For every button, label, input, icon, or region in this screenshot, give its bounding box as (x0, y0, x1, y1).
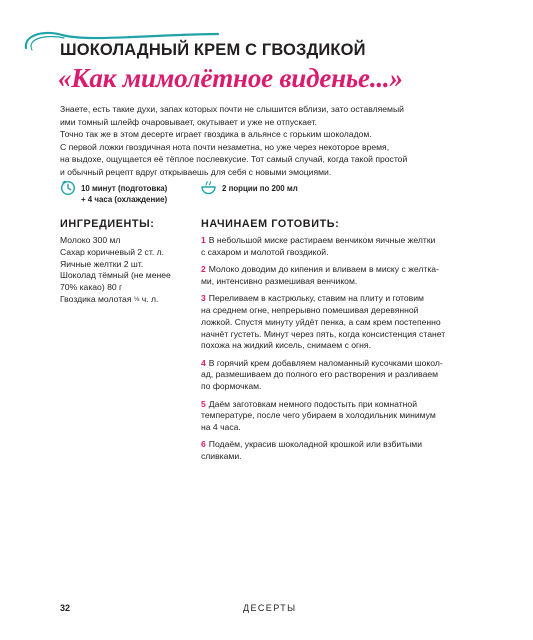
step-text: ад, размешиваем до полного его растворения и разливаем (201, 369, 439, 380)
step-line (201, 305, 476, 317)
chill-time: + 4 часа (охлаждение) (81, 194, 168, 204)
method-heading: НАЧИНАЕМ ГОТОВИТЬ: (201, 218, 340, 230)
intro-paragraph (60, 103, 480, 179)
ingredients-list (60, 235, 185, 306)
step-number: 5 (201, 398, 206, 409)
step-text: начнёт густеть. Минут через пять, когда консистенция станет (201, 328, 446, 339)
step-line (201, 276, 476, 288)
recipe-title: «Как мимолётное виденье...» (58, 63, 403, 93)
intro-line: Точно так же в этом десерте играет гвоздика в альянсе с горьким шоколадом. (60, 129, 372, 140)
method-step (201, 293, 476, 352)
step-text: Подаём, украсив шоколадной крошкой или взбитыми (208, 439, 423, 450)
intro-line: на выдохе, ощущается её тёплое послевкусие. Тот самый случай, когда такой простой (60, 154, 408, 165)
step-line (201, 381, 476, 393)
method-step (201, 264, 476, 288)
ingredient-item: Молоко 300 мл (60, 235, 121, 245)
bowl-icon (200, 180, 217, 196)
step-line (201, 399, 476, 411)
recipe-meta (60, 180, 480, 210)
step-text: Молоко доводим до кипения и вливаем в миску с желтка- (208, 264, 439, 275)
intro-line: и обычный рецепт вдруг открываешь для себя с новыми эмоциями. (60, 166, 332, 177)
step-line (201, 329, 476, 341)
intro-line: Знаете, есть такие духи, запах которых почти не слышится вблизи, зато оставляемый (60, 104, 404, 114)
intro-line: С первой ложки гвоздичная нота почти незаметна, но уже через некоторое время, (60, 141, 390, 152)
step-line (201, 293, 476, 305)
ingredient-item: Сахар коричневый 2 ст. л. (60, 246, 165, 257)
ingredient-item: Шоколад тёмный (не менее (60, 270, 171, 281)
step-text: на 4 часа. (201, 422, 241, 433)
step-line (201, 247, 476, 259)
step-text: сливками. (201, 451, 242, 462)
section-name: ДЕСЕРТЫ (243, 603, 297, 613)
step-text: ложкой. Спустя минуту уйдёт пенка, а сам крем постепенно (201, 316, 441, 327)
step-line (201, 235, 476, 247)
step-text: ми, интенсивно размешивая венчиком. (201, 275, 358, 286)
step-text: на среднем огне, непрерывно помешивая деревянной (201, 304, 419, 315)
step-number: 6 (201, 439, 206, 450)
step-text: с сахаром и молотой гвоздикой. (201, 246, 329, 257)
step-line (201, 451, 476, 463)
step-text: В небольшой миске растираем венчиком яичные желтки (208, 235, 436, 245)
method-step (201, 399, 476, 434)
method-steps (201, 235, 476, 469)
method-step (201, 439, 476, 463)
ingredient-item: 70% какао) 80 г (60, 282, 123, 293)
clock-icon (60, 180, 76, 196)
ingredient-item: Яичные желтки 2 шт. (60, 258, 144, 269)
method-step (201, 358, 476, 393)
step-line (201, 317, 476, 329)
step-text: Даём заготовкам немного подостыть при комнатной (208, 398, 418, 409)
recipe-category-title: ШОКОЛАДНЫЙ КРЕМ С ГВОЗДИКОЙ (60, 41, 366, 59)
ingredient-item: Гвоздика молотая ⅛ ч. л. (60, 293, 159, 304)
servings: 2 порции по 200 мл (222, 184, 298, 193)
step-number: 1 (201, 235, 206, 245)
step-number: 2 (201, 264, 206, 275)
step-text: по формочкам. (201, 381, 262, 392)
step-text: похожа на жидкий кисель, снимаем с огня. (201, 340, 371, 351)
step-text: Переливаем в кастрюльку, ставим на плиту и готовим (208, 293, 424, 304)
step-number: 4 (201, 357, 206, 368)
step-line (201, 358, 476, 370)
intro-line: ими томный шлейф очаровывает, окутывает и уже не отпускает. (60, 116, 317, 127)
step-line (201, 439, 476, 451)
step-number: 3 (201, 293, 206, 304)
step-line (201, 340, 476, 352)
step-text: температуре, после чего убираем в холодильник минимум (201, 410, 436, 421)
ingredients-heading: ИНГРЕДИЕНТЫ: (60, 218, 155, 230)
page-number: 32 (60, 603, 71, 613)
step-line (201, 264, 476, 276)
step-text: В горячий крем добавляем наломанный кусочками шокол- (208, 357, 443, 368)
step-line (201, 369, 476, 381)
step-line (201, 410, 476, 422)
step-line (201, 422, 476, 434)
prep-time: 10 минут (подготовка) (81, 184, 168, 193)
method-step (201, 235, 476, 259)
